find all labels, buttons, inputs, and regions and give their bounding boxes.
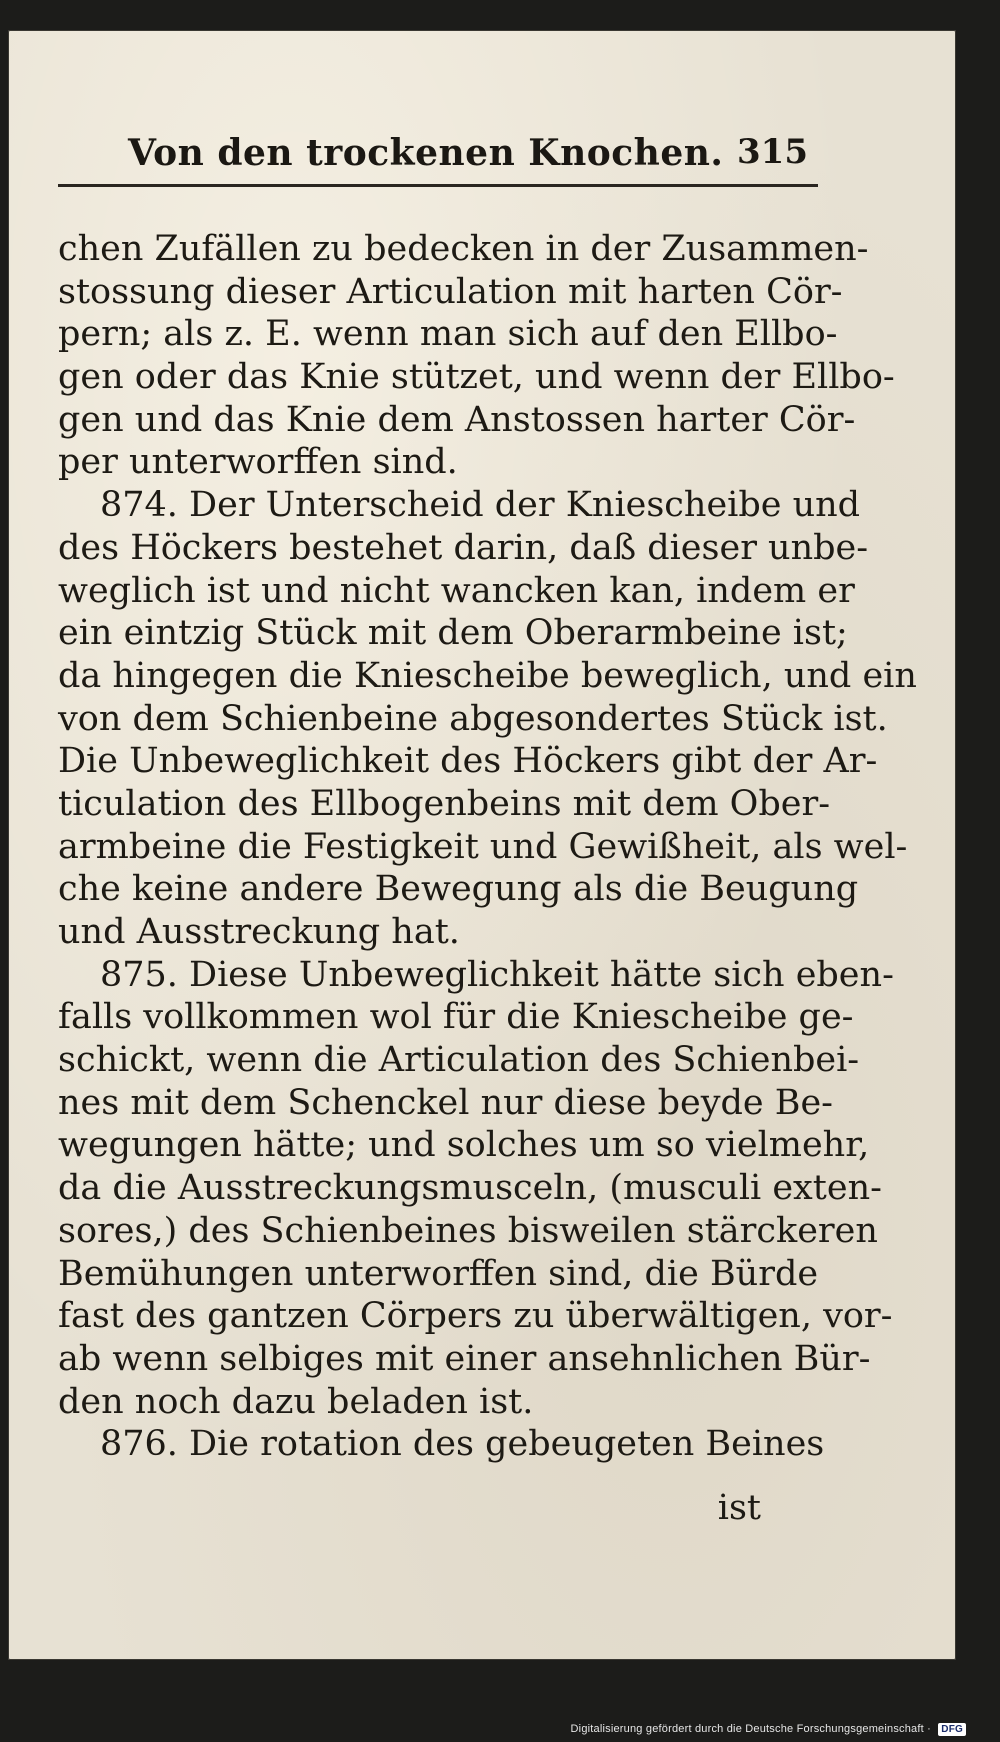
- book-page: [8, 30, 956, 1660]
- paragraph-874-start: 874. Der Unterscheid der Kniescheibe und: [100, 485, 861, 526]
- text-line: ein eintzig Stück mit dem Oberarmbeine ist;: [58, 613, 848, 654]
- catchword: ist: [717, 1488, 761, 1528]
- running-title: Von den trockenen Knochen.: [128, 132, 724, 174]
- text-line: nes mit dem Schenckel nur diese beyde Be-: [58, 1082, 834, 1123]
- text-line: weglich ist und nicht wancken kan, indem er: [58, 570, 855, 611]
- text-line: von dem Schienbeine abgesondertes Stück ist.: [58, 698, 888, 739]
- text-line: falls vollkommen wol für die Kniescheibe ge-: [58, 997, 854, 1038]
- text-line: gen oder das Knie stützet, und wenn der Ellbo-: [58, 357, 895, 398]
- text-line: den noch dazu beladen ist.: [58, 1381, 534, 1422]
- text-line: pern; als z. E. wenn man sich auf den Ellbo-: [58, 314, 838, 355]
- header-rule: [58, 184, 818, 187]
- running-head: [58, 120, 818, 190]
- text-line: des Höckers bestehet darin, daß dieser unbe-: [58, 527, 869, 568]
- paragraph-875-start: 875. Diese Unbeweglichkeit hätte sich eben-: [100, 954, 894, 995]
- text-line: ticulation des Ellbogenbeins mit dem Ober-: [58, 783, 831, 824]
- text-line: sores,) des Schienbeines bisweilen stärckeren: [58, 1210, 878, 1251]
- text-line: armbeine die Festigkeit und Gewißheit, als wel-: [58, 826, 908, 867]
- text-line: und Ausstreckung hat.: [58, 912, 460, 952]
- dfg-logo: DFG: [938, 1723, 966, 1736]
- text-line: ab wenn selbiges mit einer ansehnlichen Bür-: [58, 1338, 871, 1379]
- credit-text: Digitalisierung gefördert durch die Deutsche Forschungsgemeinschaft ·: [570, 1723, 932, 1735]
- text-line: da die Ausstreckungsmusceln, (musculi exten-: [58, 1168, 882, 1209]
- text-line: Die Unbeweglichkeit des Höckers gibt der Ar-: [58, 741, 878, 782]
- text-line: stossung dieser Articulation mit harten Cör-: [58, 271, 843, 312]
- text-line: che keine andere Bewegung als die Beugung: [58, 869, 859, 910]
- text-line: gen und das Knie dem Anstossen harter Cör-: [58, 399, 856, 440]
- digitization-credit: [571, 1723, 966, 1736]
- text-line: fast des gantzen Cörpers zu überwältigen, vor-: [58, 1296, 893, 1337]
- text-line: per unterworffen sind.: [58, 442, 458, 483]
- text-line: Bemühungen unterworffen sind, die Bürde: [58, 1253, 819, 1294]
- paragraph-876-start: 876. Die rotation des gebeugeten Beines: [100, 1424, 825, 1465]
- text-line: wegungen hätte; und solches um so vielmehr,: [58, 1125, 870, 1166]
- text-line: da hingegen die Kniescheibe beweglich, und ein: [58, 655, 917, 696]
- text-line: schickt, wenn die Articulation des Schienbei-: [58, 1040, 860, 1081]
- body-text: [58, 228, 917, 1466]
- text-line: chen Zufällen zu bedecken in der Zusammen-: [58, 229, 869, 269]
- page-number: 315: [737, 132, 808, 172]
